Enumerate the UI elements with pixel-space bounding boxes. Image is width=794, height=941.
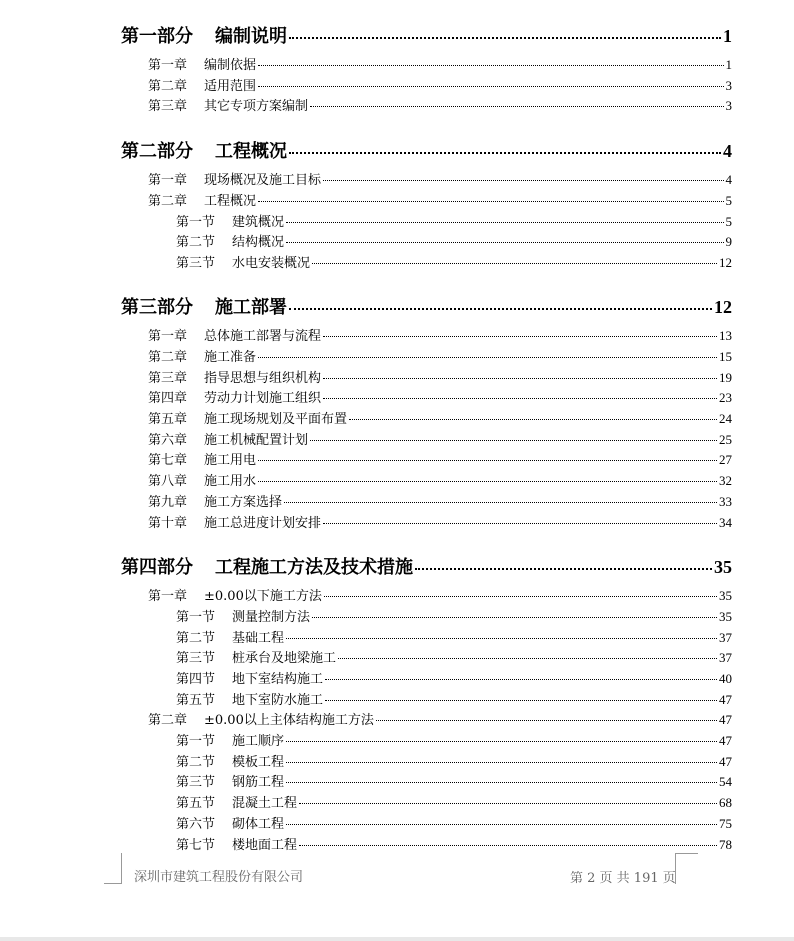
- dot-leader: [289, 152, 721, 154]
- dot-leader: [376, 720, 717, 721]
- toc-entry-title: 工程概况: [215, 141, 287, 162]
- toc-entry-section[interactable]: [176, 792, 732, 811]
- toc-entry-title: 钢筋工程: [232, 775, 285, 790]
- dot-leader: [299, 803, 717, 804]
- dot-leader: [323, 523, 717, 524]
- page-bottom-edge: [0, 937, 794, 941]
- toc-entry-number: 第四部分: [121, 557, 193, 578]
- toc-entry-title: 施工总进度计划安排: [204, 516, 322, 531]
- toc-entry-page: 9: [725, 234, 732, 249]
- toc-entry-chapter[interactable]: [148, 429, 732, 448]
- toc-entry-number: 第一章: [148, 329, 188, 344]
- toc-entry-title: 工程概况: [204, 194, 257, 209]
- toc-entry-title: 混凝土工程: [232, 796, 298, 811]
- toc-entry-page: 37: [719, 630, 732, 645]
- dot-leader: [310, 440, 717, 441]
- toc-entry-chapter[interactable]: [148, 449, 732, 468]
- toc-entry-number: 第二部分: [121, 141, 193, 162]
- toc-entry-page: 54: [719, 774, 732, 789]
- toc-entry-page: 25: [719, 432, 732, 447]
- toc-entry-page: 23: [719, 390, 732, 405]
- toc-entry-number: 第一节: [176, 610, 216, 625]
- toc-entry-section[interactable]: [176, 606, 732, 625]
- toc-entry-number: 第五节: [176, 693, 216, 708]
- toc-entry-page: 47: [719, 692, 732, 707]
- toc-entry-chapter[interactable]: [148, 95, 732, 114]
- dot-leader: [258, 201, 723, 202]
- toc-entry-section[interactable]: [176, 813, 732, 832]
- toc-entry-number: 第四节: [176, 672, 216, 687]
- toc-entry-page: 5: [725, 193, 732, 208]
- toc-entry-number: 第十章: [148, 516, 188, 531]
- toc-entry-section[interactable]: [176, 751, 732, 770]
- toc-entry-page: 4: [725, 172, 732, 187]
- toc-entry-chapter[interactable]: [148, 169, 732, 188]
- toc-entry-page: 35: [714, 557, 732, 577]
- toc-entry-title: 楼地面工程: [232, 838, 298, 853]
- toc-entry-title: 施工部署: [215, 297, 287, 318]
- toc-entry-title: 桩承台及地梁施工: [232, 651, 337, 666]
- toc-entry-title: 施工方案选择: [204, 495, 283, 510]
- dot-leader: [325, 679, 717, 680]
- dot-leader: [338, 658, 717, 659]
- toc-entry-chapter[interactable]: [148, 470, 732, 489]
- toc-entry-number: 第三节: [176, 775, 216, 790]
- toc-entry-number: 第九章: [148, 495, 188, 510]
- toc-entry-chapter[interactable]: [148, 585, 732, 604]
- dot-leader: [286, 741, 717, 742]
- footer-page-number: 第 2 页 共 191 页: [570, 871, 676, 886]
- toc-entry-title: 指导思想与组织机构: [204, 371, 322, 386]
- toc-entry-title: 结构概况: [232, 235, 285, 250]
- toc-entry-number: 第三部分: [121, 297, 193, 318]
- dot-leader: [323, 378, 717, 379]
- toc-entry-title: 水电安装概况: [232, 256, 311, 271]
- toc-entry-section[interactable]: [176, 627, 732, 646]
- dot-leader: [258, 481, 717, 482]
- toc-entry-chapter[interactable]: [148, 190, 732, 209]
- toc-entry-section[interactable]: [176, 730, 732, 749]
- toc-entry-number: 第二章: [148, 350, 188, 365]
- toc-entry-number: 第八章: [148, 474, 188, 489]
- toc-entry-part[interactable]: [121, 293, 732, 319]
- dot-leader: [258, 65, 723, 66]
- toc-entry-section[interactable]: [176, 668, 732, 687]
- dot-leader: [258, 86, 723, 87]
- toc-entry-page: 47: [719, 733, 732, 748]
- toc-entry-part[interactable]: [121, 137, 732, 163]
- dot-leader: [286, 762, 717, 763]
- toc-entry-page: 27: [719, 452, 732, 467]
- toc-entry-page: 4: [723, 141, 732, 161]
- toc-entry-title: 测量控制方法: [232, 610, 311, 625]
- toc-entry-title: 适用范围: [204, 79, 257, 94]
- toc-entry-title: 现场概况及施工目标: [204, 173, 322, 188]
- dot-leader: [258, 460, 717, 461]
- toc-entry-title: 地下室防水施工: [232, 693, 324, 708]
- toc-entry-page: 47: [719, 754, 732, 769]
- toc-entry-title: 编制说明: [215, 26, 287, 47]
- toc-entry-chapter[interactable]: [148, 491, 732, 510]
- toc-entry-page: 37: [719, 650, 732, 665]
- footer-company-name: 深圳市建筑工程股份有限公司: [134, 870, 304, 885]
- toc-entry-page: 13: [719, 328, 732, 343]
- toc-entry-section[interactable]: [176, 834, 732, 853]
- toc-entry-section[interactable]: [176, 689, 732, 708]
- toc-entry-page: 15: [719, 349, 732, 364]
- toc-entry-page: 32: [719, 473, 732, 488]
- toc-entry-title: 施工用水: [204, 474, 257, 489]
- toc-entry-number: 第三节: [176, 256, 216, 271]
- toc-entry-title: 施工准备: [204, 350, 257, 365]
- dot-leader: [289, 37, 721, 39]
- toc-entry-number: 第一章: [148, 589, 188, 604]
- toc-entry-number: 第二章: [148, 194, 188, 209]
- toc-entry-number: 第三章: [148, 371, 188, 386]
- toc-entry-number: 第六章: [148, 433, 188, 448]
- toc-entry-number: 第一章: [148, 173, 188, 188]
- toc-entry-title: 施工机械配置计划: [204, 433, 309, 448]
- toc-entry-section[interactable]: [176, 211, 732, 230]
- toc-entry-chapter[interactable]: [148, 346, 732, 365]
- toc-entry-number: 第三章: [148, 99, 188, 114]
- dot-leader: [310, 106, 723, 107]
- toc-entry-number: 第一节: [176, 215, 216, 230]
- dot-leader: [312, 617, 717, 618]
- toc-entry-title: 地下室结构施工: [232, 672, 324, 687]
- toc-entry-title: ±0.00以下施工方法: [204, 589, 322, 604]
- dot-leader: [258, 357, 717, 358]
- toc-entry-chapter[interactable]: [148, 367, 732, 386]
- toc-entry-page: 24: [719, 411, 732, 426]
- toc-entry-number: 第七节: [176, 838, 216, 853]
- toc-entry-page: 12: [719, 255, 732, 270]
- dot-leader: [299, 845, 717, 846]
- toc-entry-section[interactable]: [176, 252, 732, 271]
- toc-entry-number: 第二节: [176, 235, 216, 250]
- dot-leader: [286, 638, 717, 639]
- toc-entry-page: 35: [719, 609, 732, 624]
- toc-entry-title: 施工现场规划及平面布置: [204, 412, 348, 427]
- toc-entry-number: 第二节: [176, 631, 216, 646]
- toc-entry-page: 12: [714, 297, 732, 317]
- toc-entry-part[interactable]: [121, 22, 732, 48]
- toc-entry-page: 3: [725, 98, 732, 113]
- toc-entry-title: ±0.00以上主体结构施工方法: [204, 713, 374, 728]
- toc-entry-page: 34: [719, 515, 732, 530]
- toc-entry-number: 第一章: [148, 58, 188, 73]
- toc-entry-page: 1: [725, 57, 732, 72]
- dot-leader: [323, 398, 717, 399]
- toc-entry-chapter[interactable]: [148, 75, 732, 94]
- toc-entry-page: 68: [719, 795, 732, 810]
- toc-entry-chapter[interactable]: [148, 408, 732, 427]
- toc-entry-number: 第二章: [148, 713, 188, 728]
- toc-entry-title: 施工用电: [204, 453, 257, 468]
- toc-entry-title: 劳动力计划施工组织: [204, 391, 322, 406]
- toc-entry-chapter[interactable]: [148, 709, 732, 728]
- toc-entry-page: 35: [719, 588, 732, 603]
- footer-corner-mark-right: [675, 853, 698, 884]
- toc-entry-page: 5: [725, 214, 732, 229]
- toc-entry-page: 33: [719, 494, 732, 509]
- dot-leader: [312, 263, 717, 264]
- toc-entry-page: 19: [719, 370, 732, 385]
- toc-entry-page: 3: [725, 78, 732, 93]
- toc-entry-chapter[interactable]: [148, 54, 732, 73]
- dot-leader: [286, 824, 717, 825]
- dot-leader: [325, 700, 717, 701]
- toc-entry-page: 40: [719, 671, 732, 686]
- toc-entry-title: 建筑概况: [232, 215, 285, 230]
- toc-entry-title: 编制依据: [204, 58, 257, 73]
- dot-leader: [323, 180, 723, 181]
- toc-entry-chapter[interactable]: [148, 387, 732, 406]
- toc-entry-page: 1: [723, 26, 732, 46]
- toc-entry-part[interactable]: [121, 553, 732, 579]
- toc-entry-page: 78: [719, 837, 732, 852]
- dot-leader: [323, 336, 717, 337]
- toc-entry-title: 模板工程: [232, 755, 285, 770]
- toc-entry-number: 第五节: [176, 796, 216, 811]
- toc-entry-title: 其它专项方案编制: [204, 99, 309, 114]
- dot-leader: [286, 782, 717, 783]
- dot-leader: [284, 502, 717, 503]
- toc-entry-number: 第二章: [148, 79, 188, 94]
- toc-entry-section[interactable]: [176, 647, 732, 666]
- toc-entry-title: 基础工程: [232, 631, 285, 646]
- dot-leader: [349, 419, 717, 420]
- footer-corner-mark-left: [104, 853, 122, 884]
- toc-entry-title: 砌体工程: [232, 817, 285, 832]
- dot-leader: [289, 308, 712, 310]
- dot-leader: [415, 568, 712, 570]
- dot-leader: [324, 596, 717, 597]
- toc-entry-section[interactable]: [176, 231, 732, 250]
- toc-entry-page: 75: [719, 816, 732, 831]
- toc-entry-number: 第七章: [148, 453, 188, 468]
- toc-entry-number: 第一部分: [121, 26, 193, 47]
- toc-entry-number: 第六节: [176, 817, 216, 832]
- toc-entry-number: 第五章: [148, 412, 188, 427]
- toc-entry-number: 第四章: [148, 391, 188, 406]
- toc-entry-title: 施工顺序: [232, 734, 285, 749]
- toc-entry-section[interactable]: [176, 771, 732, 790]
- toc-entry-chapter[interactable]: [148, 325, 732, 344]
- dot-leader: [286, 222, 723, 223]
- toc-entry-page: 47: [719, 712, 732, 727]
- toc-entry-title: 工程施工方法及技术措施: [215, 557, 413, 578]
- toc-entry-number: 第三节: [176, 651, 216, 666]
- toc-entry-chapter[interactable]: [148, 512, 732, 531]
- toc-entry-number: 第二节: [176, 755, 216, 770]
- toc-entry-number: 第一节: [176, 734, 216, 749]
- toc-entry-title: 总体施工部署与流程: [204, 329, 322, 344]
- dot-leader: [286, 242, 723, 243]
